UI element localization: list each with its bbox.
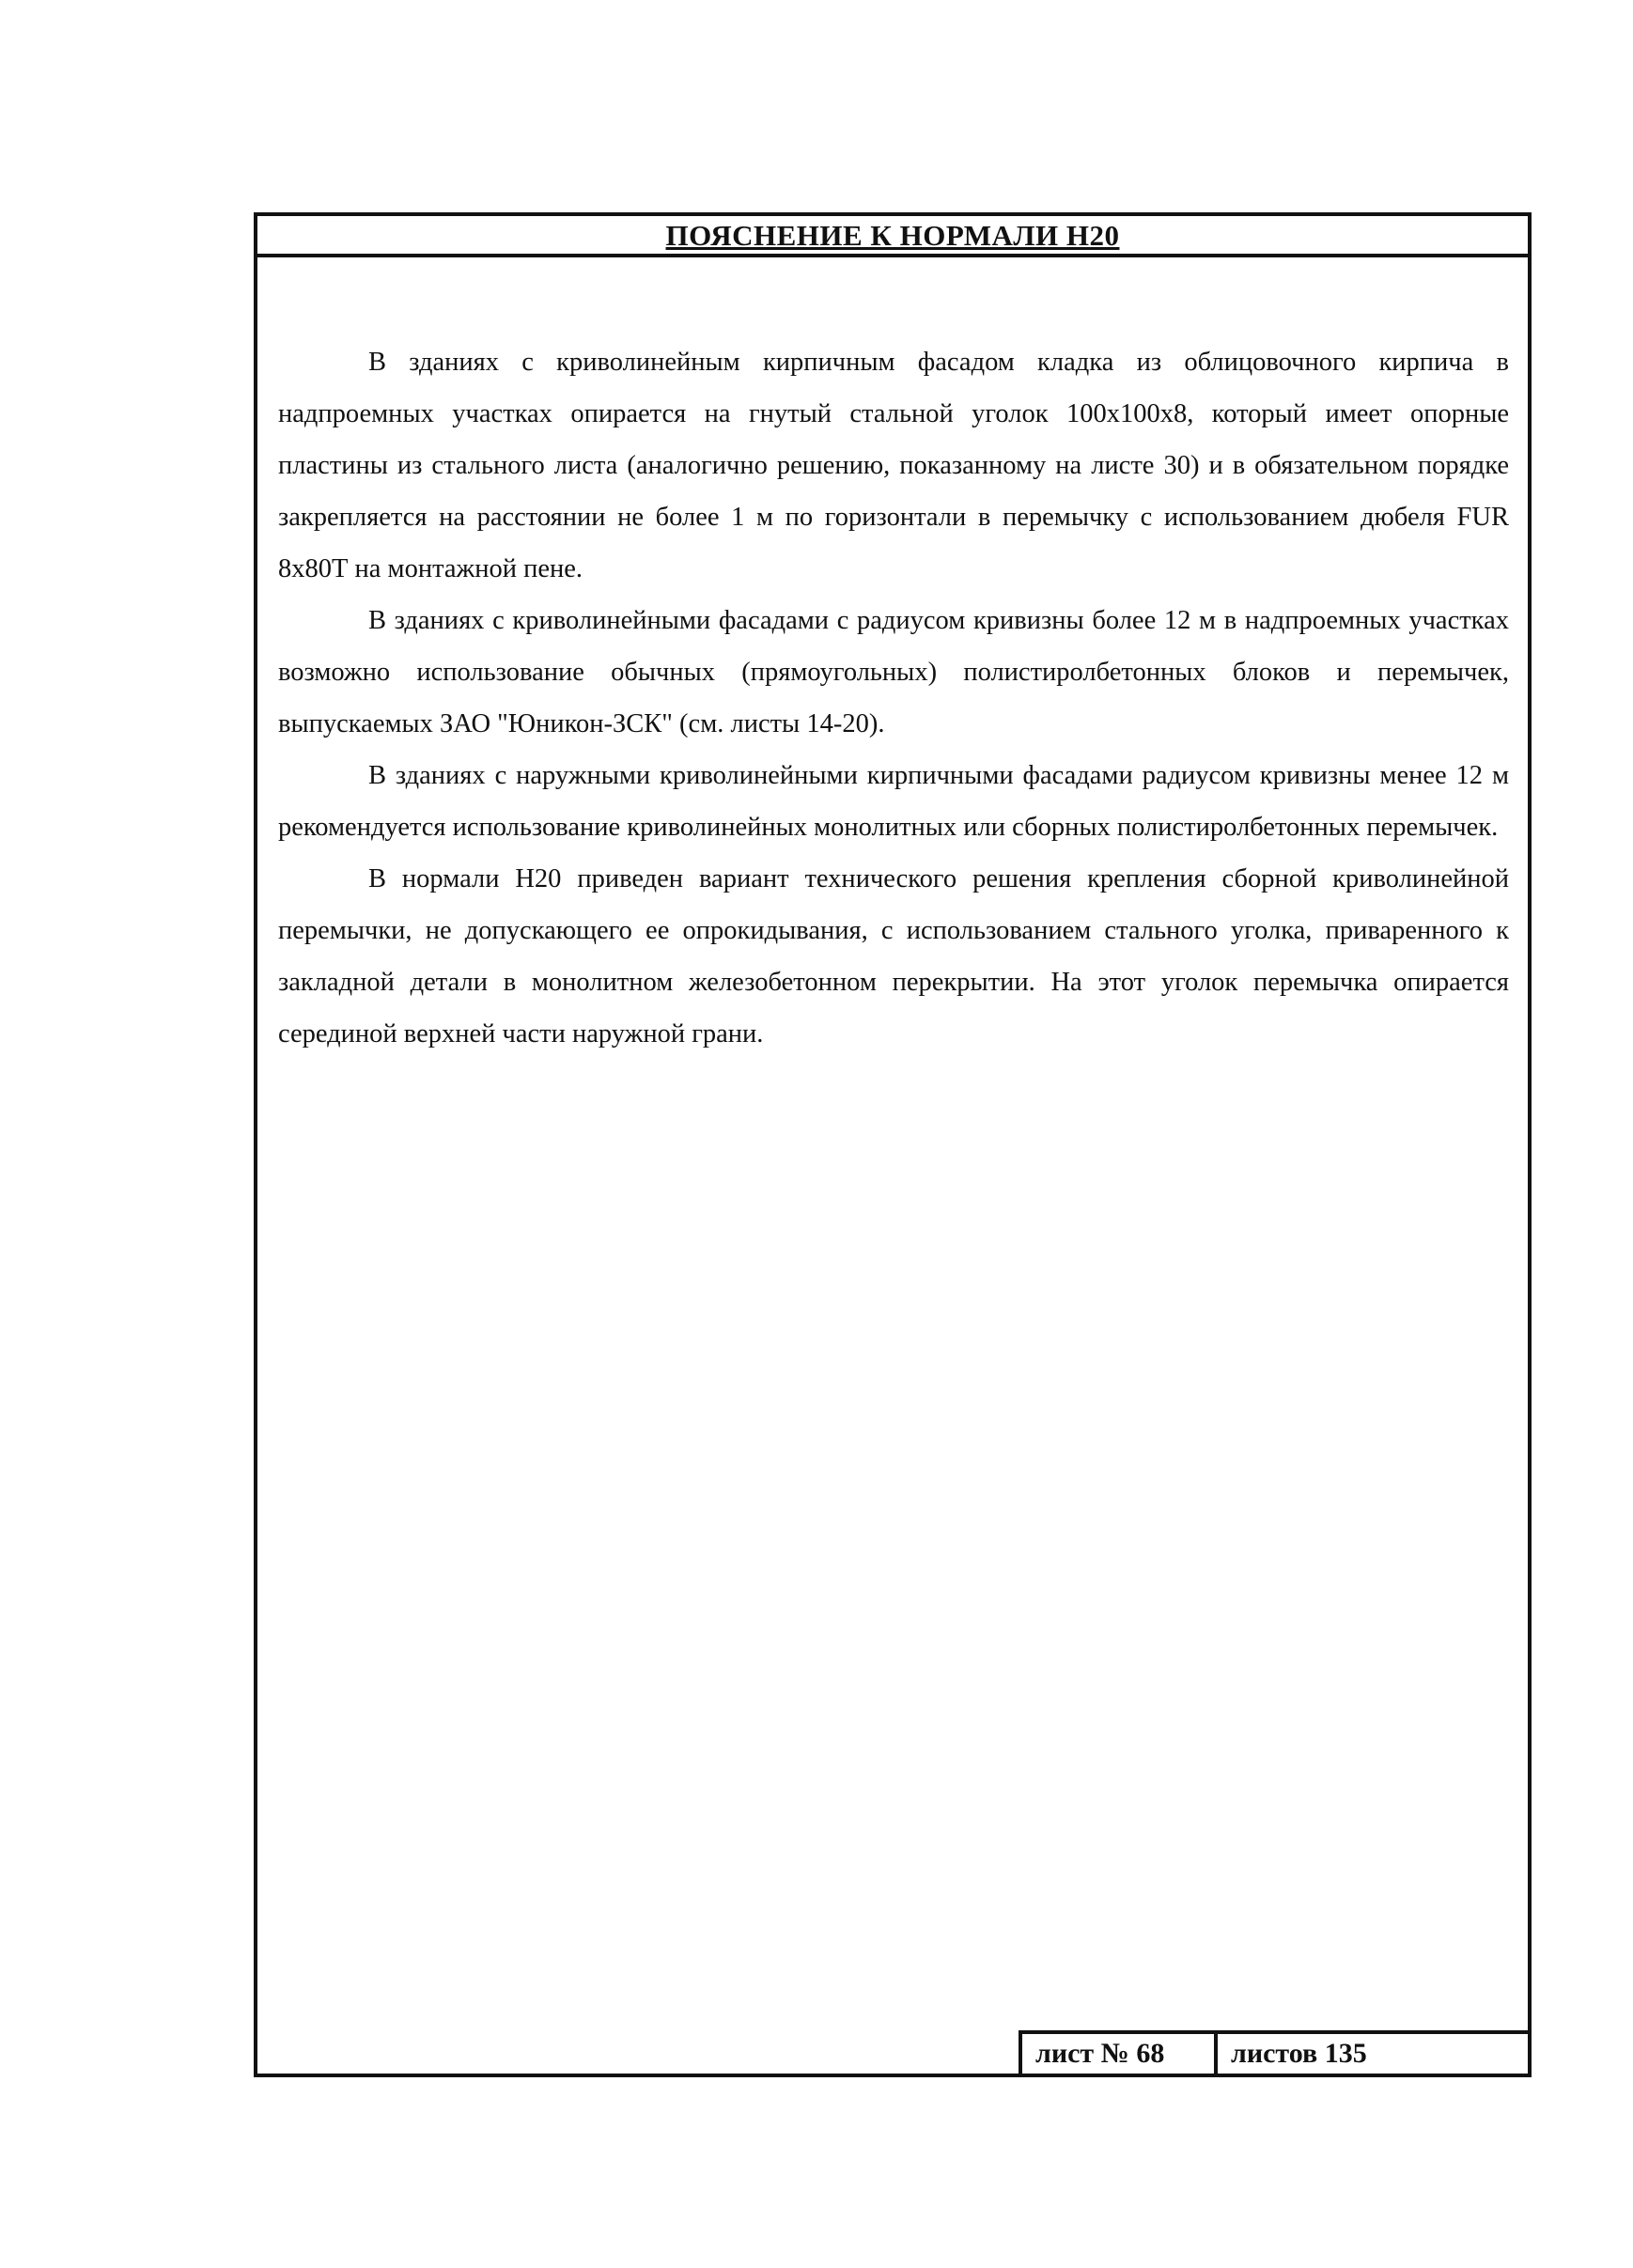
- paragraph-3: В зданиях с наружными криволинейными кирпичными фасадами радиусом кривизны менее 12 м рекомендуется использование криволинейных монолитных или сборных полистиролбетонных перемычек.: [278, 761, 1509, 842]
- sheet-total: листов 135: [1231, 2038, 1367, 2069]
- body-text: [278, 336, 1509, 1060]
- title-bar: [257, 216, 1528, 257]
- sheet-frame: [254, 212, 1532, 2077]
- paragraph-1: В зданиях с криволинейным кирпичным фасадом кладка из облицовочного кирпича в надпроемных участках опирается на гнутый стальной уголок 100х100х8, который имеет опорные пластины из стального листа (аналогично решению, показанному на листе 30) и в обязательном порядке закрепляется на расстоянии не более 1 м по горизонтали в перемычку с использованием дюбеля FUR 8х80Т на монтажной пене.: [278, 348, 1509, 583]
- sheet-number: лист № 68: [1022, 2034, 1218, 2074]
- page-title: ПОЯСНЕНИЕ К НОРМАЛИ Н20: [665, 218, 1120, 252]
- title-block-stamp: [1019, 2030, 1532, 2077]
- paragraph-2: В зданиях с криволинейными фасадами с радиусом кривизны более 12 м в надпроемных участках возможно использование обычных (прямоугольных) полистиролбетонных блоков и перемычек, выпускаемых ЗАО "Юникон-ЗСК" (см. листы 14-20).: [278, 606, 1509, 738]
- paragraph-4: В нормали Н20 приведен вариант технического решения крепления сборной криволинейной перемычки, не допускающего ее опрокидывания, с использованием стального уголка, приваренного к закладной детали в монолитном железобетонном перекрытии. На этот уголок перемычка опирается серединой верхней части наружной грани.: [278, 864, 1509, 1049]
